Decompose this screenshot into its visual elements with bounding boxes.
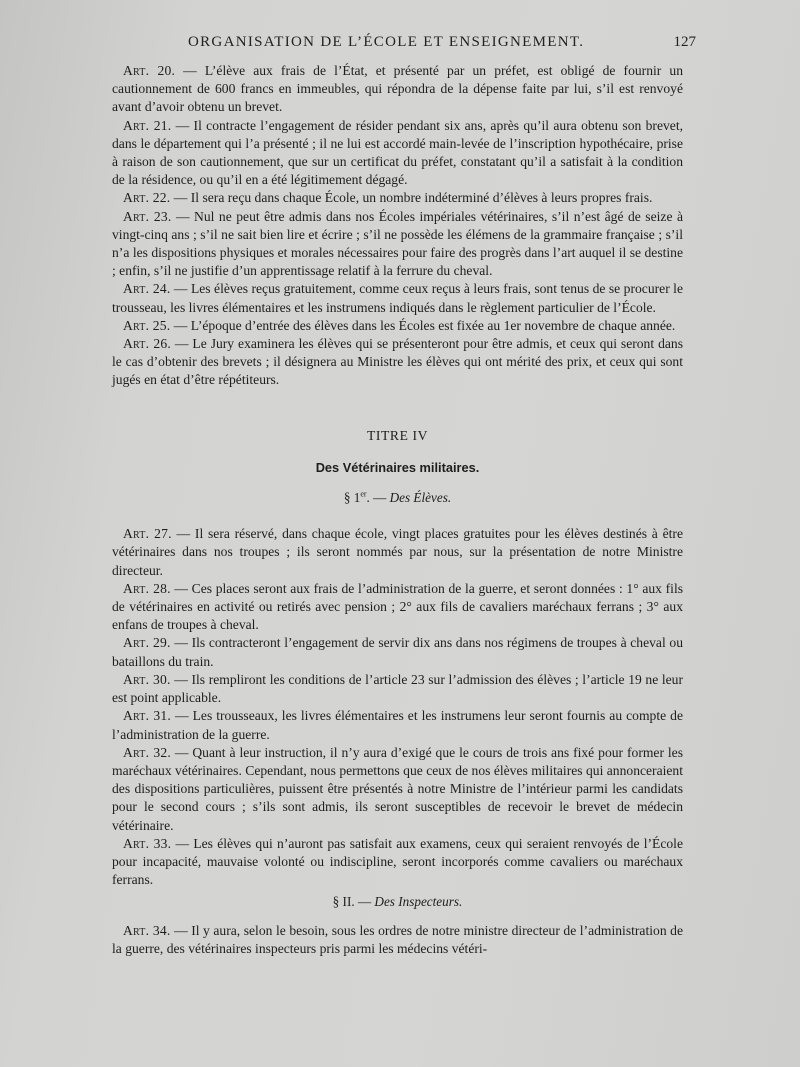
article-text: — Ils contracteront l’engagement de servir dix ans dans nos régimens de troupes à cheval ou bataillons du train. <box>112 635 683 669</box>
section-name: Des Inspecteurs. <box>374 894 463 910</box>
section-heading-eleves <box>112 489 683 507</box>
chapter-title: Des Vétérinaires militaires. <box>315 459 480 475</box>
article-label: Art. 25. <box>123 317 171 333</box>
article-text: — Il contracte l’engagement de résider pendant six ans, après qu’il aura obtenu son brevet, dans le département qui l’a présenté ; il ne lui est accordé main-levée de l’inscription hypothécaire, prise à raison de son cautionnement, que sur un certificat du préfet, constatant qu’il a satisfait à la condition de la résidence, ou qu’il en a été légitimement dégagé. <box>112 117 683 188</box>
article-label: Art. 28. <box>123 580 171 596</box>
articles-part-2 <box>112 525 683 889</box>
article-paragraph <box>112 317 683 335</box>
article-text: — L’époque d’entrée des élèves dans les Écoles est fixée au 1er novembre de chaque année. <box>170 317 676 333</box>
article-text: — Il y aura, selon le besoin, sous les ordres de notre ministre directeur de l’administration de la guerre, des vétérinaires inspecteurs pris parmi les médecins vétéri- <box>112 922 683 956</box>
article-label: Art. 32. <box>123 744 171 760</box>
article-text: — Il sera réservé, dans chaque école, vingt places gratuites pour les élèves destinés à être vétérinaires dans nos troupes ; ils seront nommés par nous, sur la présentation de notre Ministre directeur. <box>112 526 683 578</box>
section-mark: § II. <box>332 894 355 910</box>
article-text: — Nul ne peut être admis dans nos Écoles impériales vétérinaires, s’il n’est âgé de seize à vingt-cinq ans ; s’il ne sait bien lire et écrire ; s’il ne possède les élémens de la grammaire française ; s’il n’a les dispositions physiques et morales nécessaires pour faire des progrès dans l’art auquel il se destine ; enfin, s’il ne justifie d’un apprentissage relatif à la ferrure du cheval. <box>112 208 683 279</box>
page-body <box>112 62 683 958</box>
article-label: Art. 22. <box>123 190 171 206</box>
article-label: Art. 27. <box>123 526 172 542</box>
section-mark-sup: er <box>360 489 367 499</box>
running-head: ORGANISATION DE L’ÉCOLE ET ENSEIGNEMENT. <box>188 34 585 50</box>
article-paragraph <box>112 634 683 670</box>
article-paragraph <box>112 280 683 316</box>
section-name: Des Élèves. <box>389 490 452 506</box>
article-label: Art. 26. <box>123 336 171 352</box>
article-paragraph <box>112 835 683 890</box>
article-label: Art. 34. <box>123 922 171 938</box>
article-text: — Ils rempliront les conditions de l’article 23 sur l’admission des élèves ; l’article 19 ne leur est point applicable. <box>112 671 684 706</box>
article-label: Art. 31. <box>123 708 171 724</box>
article-paragraph <box>112 922 683 958</box>
section-mark: § 1 <box>343 490 361 506</box>
article-paragraph <box>112 208 683 281</box>
article-paragraph <box>112 525 683 580</box>
article-paragraph <box>112 62 683 117</box>
article-text: — Les élèves qui n’auront pas satisfait aux examens, ceux qui seraient renvoyés de l’École pour incapacité, mauvaise volonté ou indiscipline, seront incorporés comme cavaliers ou maréchaux ferrans. <box>112 835 683 888</box>
article-paragraph <box>112 707 683 743</box>
article-label: Art. 23. <box>123 208 172 224</box>
article-label: Art. 29. <box>123 635 171 651</box>
article-text: — L’élève aux frais de l’État, et présenté par un préfet, est obligé de fournir un cautionnement de 600 francs en immeubles, qui répondra de la dépense faite par lui, s’il est renvoyé avant d’avoir obtenu un brevet. <box>112 63 683 115</box>
page-header <box>96 34 696 58</box>
article-label: Art. 30. <box>123 671 171 687</box>
article-text: — Le Jury examinera les élèves qui se présenteront pour être admis, et ceux qui seront dans le cas d’obtenir des brevets ; il désignera au Ministre les élèves qui ont mérité des prix, et ceux qui sont jugés en état d’être répétiteurs. <box>112 336 683 388</box>
section-heading-inspecteurs <box>112 893 683 911</box>
articles-part-1 <box>112 62 683 390</box>
article-paragraph <box>112 189 683 207</box>
article-text: — Ces places seront aux frais de l’administration de la guerre, et seront données : 1° aux fils de vétérinaires en activité ou retirés avec pension ; 2° aux fils de cavaliers maréchaux ferrans ; 3° aux enfans de troupes à cheval. <box>112 580 684 633</box>
article-label: Art. 24. <box>123 281 171 297</box>
article-paragraph <box>112 671 683 707</box>
titre-heading: TITRE IV <box>366 427 429 443</box>
article-text: — Il sera reçu dans chaque École, un nombre indéterminé d’élèves à leurs propres frais. <box>170 190 653 206</box>
article-paragraph <box>112 744 683 835</box>
article-label: Art. 21. <box>123 117 172 133</box>
section-separator: — <box>354 894 375 910</box>
article-text: — Quant à leur instruction, il n’y aura d’exigé que le cours de trois ans fixé pour former les maréchaux vétérinaires. Cependant, nous permettons que ceux de nos élèves militaires qui annonceraient des dispositions particulières, puissent être présentés à notre Ministre de l’intérieur parmi les candidats pour le second cours ; s’ils sont admis, ils seront susceptibles de recevoir le brevet de médecin vétérinaire. <box>112 744 684 833</box>
article-paragraph <box>112 335 683 390</box>
article-text: — Les élèves reçus gratuitement, comme ceux reçus à leurs frais, sont tenus de se procurer le trousseau, les livres élémentaires et les instrumens indiqués dans le règlement particulier de l’École. <box>112 281 683 315</box>
article-label: Art. 20. <box>123 63 176 78</box>
article-text: — Les trousseaux, les livres élémentaires et les instrumens leur seront fournis au compte de l’administration de la guerre. <box>112 708 683 742</box>
page-number: 127 <box>673 34 696 50</box>
article-label: Art. 33. <box>123 835 172 851</box>
article-paragraph <box>112 117 683 190</box>
section-separator: . — <box>366 490 390 506</box>
article-paragraph <box>112 580 683 635</box>
articles-part-3 <box>112 922 683 958</box>
